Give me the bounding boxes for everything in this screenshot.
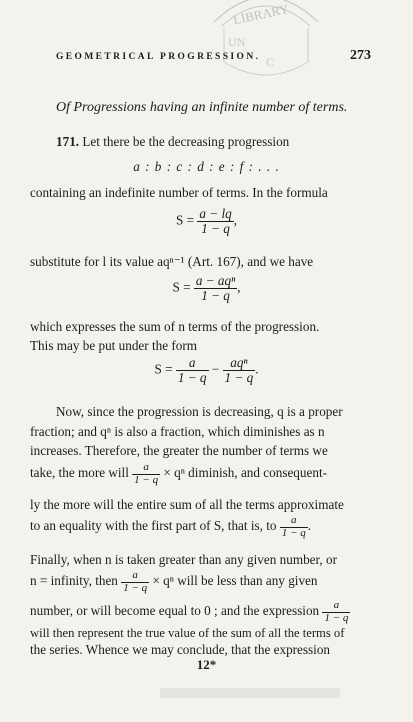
formula-1-fraction xyxy=(197,207,233,236)
formula-3-lhs: S = xyxy=(154,361,173,377)
line-4-fraction-numerator: a xyxy=(132,462,160,475)
paragraph-2-line-6-pre: to an equality with the first part of S, that is, to xyxy=(30,518,277,534)
paragraph-171-substitute: substitute for l its value aqⁿ⁻¹ (Art. 167), and we have xyxy=(30,254,314,269)
paragraph-2-line-8 xyxy=(30,570,318,594)
paragraph-2-line-8-fraction xyxy=(121,570,149,594)
signature-mark: 12* xyxy=(196,657,217,672)
line-9-fraction-numerator: a xyxy=(322,600,350,613)
formula-2-lhs: S = xyxy=(172,279,191,295)
formula-1-lhs: S = xyxy=(175,212,195,228)
paragraph-2-line-2: fraction; and qⁿ is also a fraction, which diminishes as n xyxy=(30,424,325,439)
line-6-fraction-numerator: a xyxy=(280,515,308,528)
formula-3-numerator-a: a xyxy=(176,356,209,371)
paragraph-2-line-7: Finally, when n is taken greater than any given number, or xyxy=(30,552,337,567)
formula-1-denominator: 1 − q xyxy=(201,220,230,236)
library-stamp-seal xyxy=(206,0,326,78)
article-intro: Let there be the decreasing progression xyxy=(82,134,290,149)
paragraph-2-line-4-fraction xyxy=(132,462,160,486)
formula-3-minus: − xyxy=(211,361,220,377)
paragraph-2-line-6 xyxy=(30,515,311,539)
formula-3-fraction-b xyxy=(223,355,259,385)
page-number: 273 xyxy=(350,48,371,63)
paragraph-2-line-10: will then represent the true value of the sum of all the terms of xyxy=(30,626,345,640)
paragraph-2-line-3: increases. Therefore, the greater the number of terms we xyxy=(30,443,328,458)
formula-3 xyxy=(0,356,413,385)
section-title: Of Progressions having an infinite number of terms. xyxy=(56,100,348,115)
paragraph-2-line-4 xyxy=(30,462,327,486)
formula-2-tail: , xyxy=(237,279,241,295)
paragraph-171-expresses-2: This may be put under the form xyxy=(30,338,198,353)
paragraph-2-line-4-post: × qⁿ diminish, and consequent- xyxy=(163,465,327,481)
line-8-fraction-denominator: 1 − q xyxy=(123,581,148,594)
formula-1 xyxy=(0,207,413,236)
formula-1-tail: , xyxy=(233,212,238,228)
paragraph-2-line-9-pre: number, or will become equal to 0 ; and the expression xyxy=(30,603,320,619)
running-head: GEOMETRICAL PROGRESSION. xyxy=(56,52,261,62)
paragraph-2-line-1: Now, since the progression is decreasing, q is a proper xyxy=(56,404,343,419)
progression-display: a : b : c : d : e : f : . . . xyxy=(133,159,280,174)
paragraph-171-line-3: containing an indefinite number of terms. In the formula xyxy=(30,185,328,200)
formula-3-tail: . xyxy=(255,361,259,377)
paragraph-171-line-1 xyxy=(56,134,289,150)
formula-2-denominator: 1 − q xyxy=(201,287,230,303)
paragraph-2-line-8-pre: n = infinity, then xyxy=(30,573,118,589)
formula-3-numerator-b: aqⁿ xyxy=(223,356,256,371)
paragraph-2-line-6-fraction xyxy=(280,515,308,539)
formula-3-denominator-a: 1 − q xyxy=(177,369,207,385)
bleed-through-shadow xyxy=(160,688,340,698)
formula-2 xyxy=(0,274,413,303)
svg-text:UN: UN xyxy=(228,35,246,49)
line-4-fraction-denominator: 1 − q xyxy=(134,473,159,486)
formula-3-fraction-a xyxy=(176,356,209,385)
line-9-fraction-denominator: 1 − q xyxy=(324,611,349,624)
paragraph-171-expresses-1: which expresses the sum of n terms of the progression. xyxy=(30,319,320,334)
formula-2-fraction xyxy=(194,274,237,303)
paragraph-2-line-9 xyxy=(30,600,350,624)
paragraph-2-line-5: ly the more will the entire sum of all the terms approximate xyxy=(30,497,344,512)
paragraph-2-line-9-fraction xyxy=(322,600,350,624)
paragraph-2-line-6-tail: . xyxy=(307,518,312,534)
paragraph-2-line-8-post: × qⁿ will be less than any given xyxy=(152,573,318,589)
paragraph-2-line-11: the series. Whence we may conclude, that the expression xyxy=(30,642,331,657)
line-6-fraction-denominator: 1 − q xyxy=(281,526,306,539)
formula-1-numerator: a − lq xyxy=(199,206,232,221)
line-8-fraction-numerator: a xyxy=(121,570,149,583)
svg-text:LIBRARY: LIBRARY xyxy=(231,1,290,28)
formula-2-numerator: a − aqⁿ xyxy=(195,273,236,288)
formula-3-denominator-b: 1 − q xyxy=(224,369,254,385)
article-number: 171. xyxy=(56,134,80,149)
svg-text:C: C xyxy=(266,55,275,69)
paragraph-2-line-4-pre: take, the more will xyxy=(30,465,129,481)
